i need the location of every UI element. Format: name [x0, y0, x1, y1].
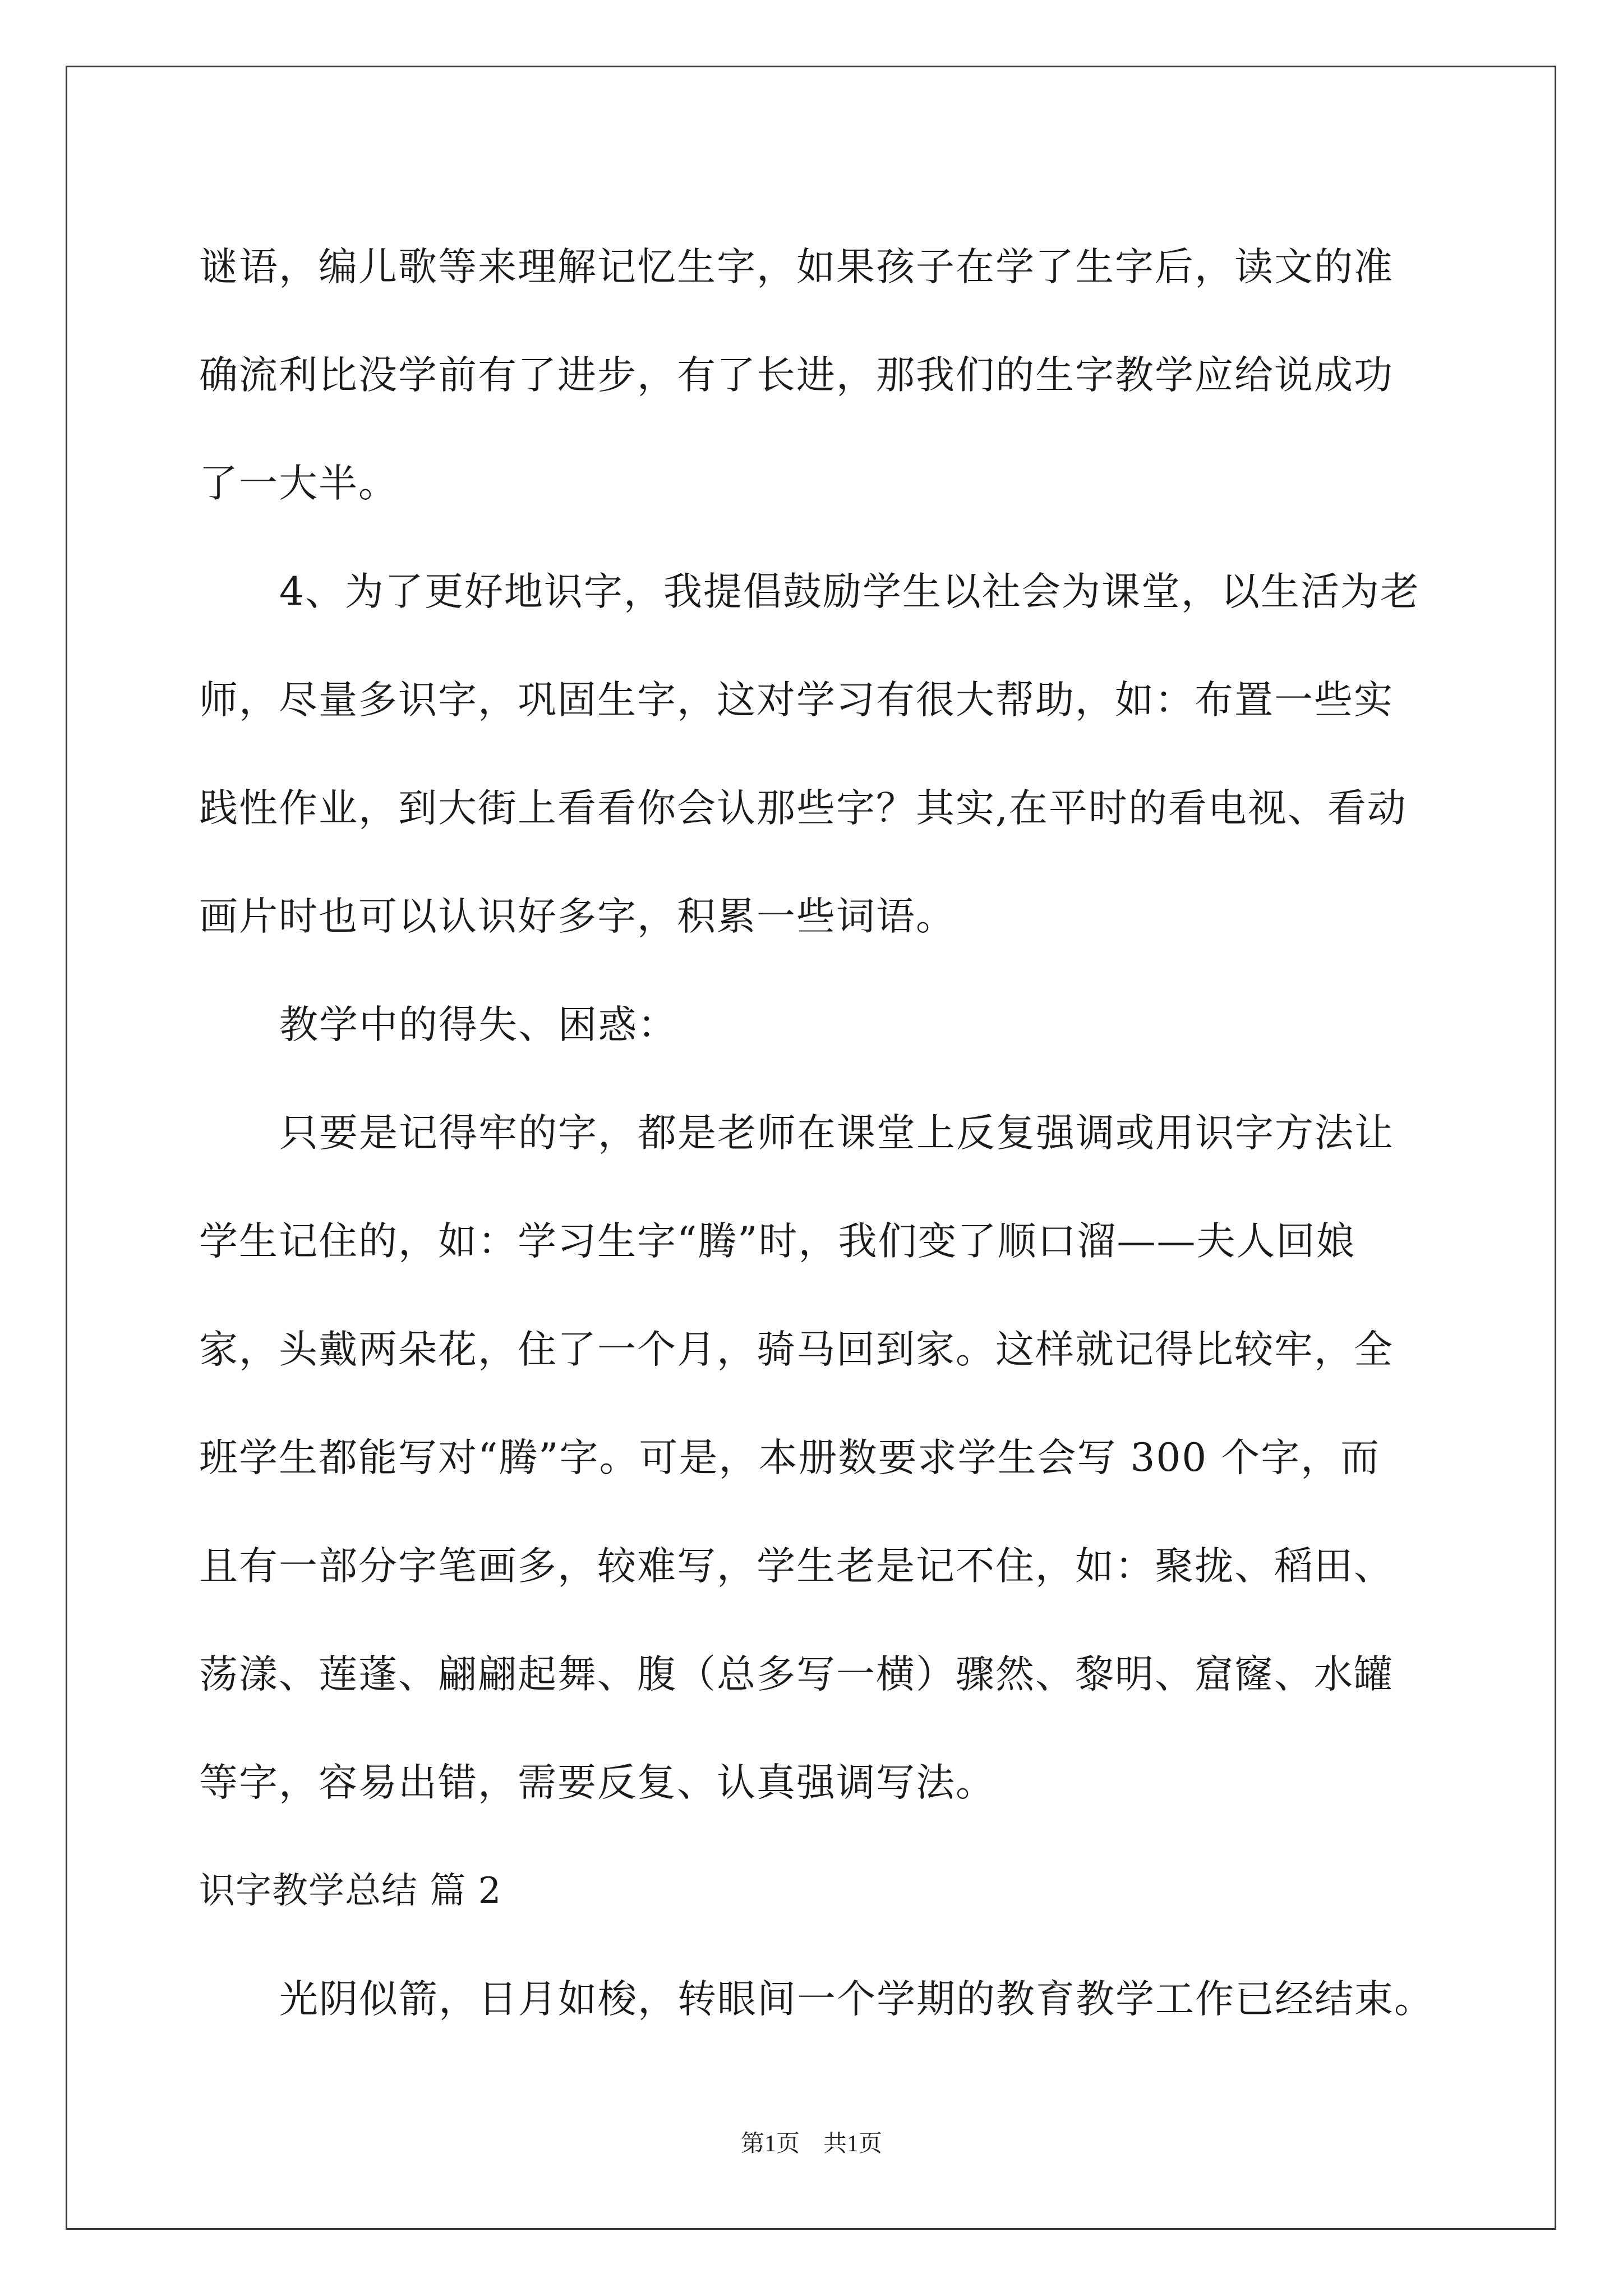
paragraph-line: 等字，容易出错，需要反复、认真强调写法。	[199, 1760, 995, 1805]
page-footer: 第1页 共1页	[740, 2131, 882, 2157]
paragraph-line: 家，头戴两朵花，住了一个月，骑马回到家。这样就记得比较牢，全	[199, 1327, 1394, 1372]
paragraph-line: 了一大半。	[199, 461, 398, 506]
paragraph-line: 光阴似箭，日月如梭，转眼间一个学期的教育教学工作已经结束。	[279, 1977, 1434, 2022]
paragraph-line: 师，尽量多识字，巩固生字，这对学习有很大帮助，如：布置一些实	[199, 678, 1394, 723]
paragraph-line: 只要是记得牢的字，都是老师在课堂上反复强调或用识字方法让	[279, 1111, 1394, 1156]
paragraph-line: 确流利比没学前有了进步，有了长进，那我们的生字教学应给说成功	[199, 353, 1394, 398]
paragraph-line: 教学中的得失、困惑：	[279, 1002, 677, 1047]
section-heading: 识字教学总结 篇 2	[199, 1870, 502, 1912]
paragraph-line: 荡漾、莲蓬、翩翩起舞、腹（总多写一横）骤然、黎明、窟窿、水罐	[199, 1652, 1394, 1697]
document-body	[199, 213, 1433, 2054]
paragraph-line: 谜语，编儿歌等来理解记忆生字，如果孩子在学了生字后，读文的准	[199, 245, 1394, 289]
paragraph-line: 班学生都能写对“腾”字。可是，本册数要求学生会写 300 个字，而	[199, 1435, 1381, 1480]
paragraph-line: 画片时也可以认识好多字，积累一些词语。	[199, 894, 956, 939]
paragraph-line: 践性作业，到大街上看看你会认那些字？其实,在平时的看电视、看动	[199, 786, 1407, 831]
paragraph-line: 学生记住的，如：学习生字“腾”时，我们变了顺口溜——夫人回娘	[199, 1219, 1356, 1264]
paragraph-line: 4、为了更好地识字，我提倡鼓励学生以社会为课堂，以生活为老	[279, 569, 1420, 614]
paragraph-line: 且有一部分字笔画多，较难写，学生老是记不住，如：聚拢、稻田、	[199, 1544, 1394, 1589]
